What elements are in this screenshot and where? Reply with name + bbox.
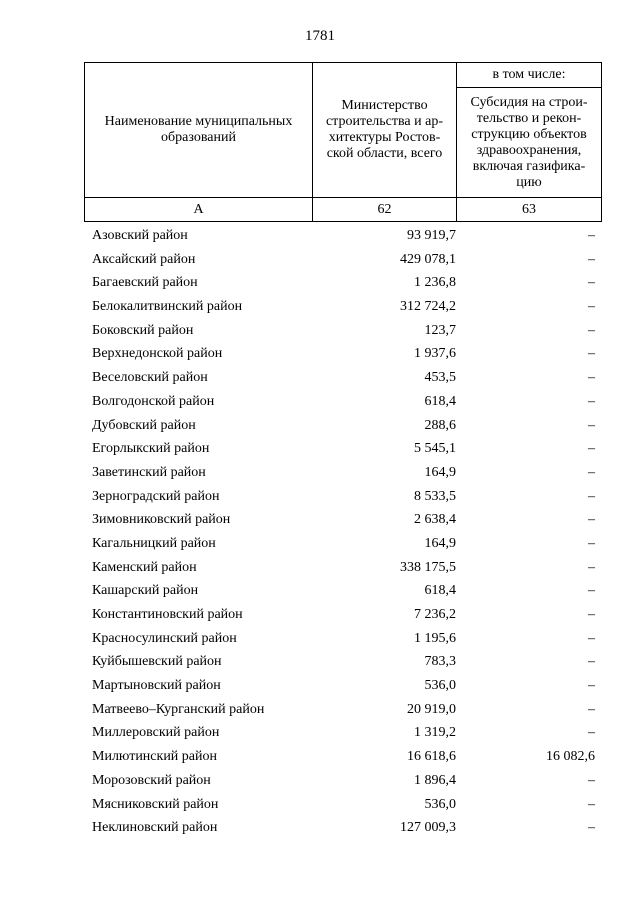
row-value-62: 1 937,6 [414,346,456,362]
table-row [84,556,601,580]
row-value-63: – [588,607,595,622]
row-name: Красносулинский район [92,630,237,646]
row-value-63: – [588,299,595,315]
row-name: Миллеровский район [92,725,220,741]
table-row [84,342,601,366]
row-value-62: 164,9 [424,464,456,480]
row-value-63: – [588,512,595,528]
row-value-62: 453,5 [424,370,456,386]
table-body [84,224,601,840]
row-value-62: 338 175,5 [400,559,456,575]
table-row [84,603,601,627]
row-name: Мартыновский район [92,678,221,694]
row-value-63: – [588,417,595,433]
table-row [84,698,601,722]
row-value-62: 16 618,6 [407,749,456,765]
header-ministry-column: Министерство строительства и ар- хитектуры Ростов- ской области, всего [313,63,457,198]
table-row [84,248,601,272]
row-name: Веселовский район [92,370,208,386]
row-name: Зимовниковский район [92,512,231,528]
table-row [84,508,601,532]
table-row [84,414,601,438]
table-row [84,532,601,556]
table-row [84,650,601,674]
row-name: Мясниковский район [92,796,219,812]
header-index-62: 62 [313,198,457,222]
row-value-62: 7 236,2 [414,607,456,622]
row-value-63: – [588,535,595,551]
row-value-63: – [588,275,595,291]
row-value-63: – [588,583,595,599]
table-row [84,745,601,769]
row-value-62: 20 919,0 [407,701,456,717]
row-value-62: 312 724,2 [400,299,456,315]
row-value-63: – [588,820,595,836]
row-name: Каменский район [92,559,197,575]
row-name: Азовский район [92,228,188,243]
row-value-62: 429 078,1 [400,251,456,267]
row-value-63: – [588,441,595,457]
header-index-a: А [85,198,313,222]
row-value-62: 1 896,4 [414,772,456,788]
row-value-63: – [588,370,595,386]
row-value-62: 618,4 [424,583,456,599]
row-name: Аксайский район [92,251,196,267]
header-name-column: Наименование муниципальных образований [85,63,313,198]
table-row [84,390,601,414]
row-value-63: – [588,630,595,646]
row-name: Заветинский район [92,464,206,480]
row-value-62: 8 533,5 [414,488,456,504]
row-value-63: – [588,393,595,409]
row-name: Зерноградский район [92,488,220,504]
row-value-62: 164,9 [424,535,456,551]
row-value-62: 536,0 [424,796,456,812]
table-row [84,674,601,698]
table-header [84,62,602,222]
page-number: 1781 [305,28,335,44]
row-value-62: 288,6 [424,417,456,433]
header-group-label: в том числе: [457,63,602,88]
row-value-62: 5 545,1 [414,441,456,457]
row-name: Волгодонской район [92,393,215,409]
row-name: Неклиновский район [92,820,218,836]
row-value-63: – [588,251,595,267]
row-value-62: 1 236,8 [414,275,456,291]
table-row [84,461,601,485]
row-value-62: 123,7 [424,322,456,338]
row-value-63: – [588,559,595,575]
row-value-62: 1 319,2 [414,725,456,741]
table-row [84,579,601,603]
row-value-63: – [588,346,595,362]
row-name: Дубовский район [92,417,196,433]
row-value-63: – [588,796,595,812]
row-value-63: – [588,772,595,788]
table-row [84,437,601,461]
row-name: Багаевский район [92,275,198,291]
row-name: Боковский район [92,322,194,338]
row-value-63: – [588,322,595,338]
row-value-62: 93 919,7 [407,228,456,243]
row-name: Куйбышевский район [92,654,222,670]
table-row [84,224,601,248]
row-name: Матвеево–Курганский район [92,701,265,717]
row-value-62: 1 195,6 [414,630,456,646]
header-subsidy-column: Субсидия на строи- тельство и рекон- струкцию объектов здравоохранения, включая газифика- цию [457,88,602,198]
row-name: Кашарский район [92,583,199,599]
table-row [84,793,601,817]
table-row [84,627,601,651]
table-row [84,769,601,793]
row-value-62: 618,4 [424,393,456,409]
row-name: Егорлыкский район [92,441,210,457]
row-value-62: 127 009,3 [400,820,456,836]
row-name: Кагальницкий район [92,535,216,551]
row-value-63: – [588,725,595,741]
row-value-62: 2 638,4 [414,512,456,528]
table-row [84,366,601,390]
row-name: Милютинский район [92,749,218,765]
table-row [84,485,601,509]
row-name: Морозовский район [92,772,211,788]
row-name: Константиновский район [92,607,243,622]
row-value-63: – [588,701,595,717]
row-value-63: – [588,464,595,480]
row-value-63: 16 082,6 [546,749,595,765]
row-value-62: 783,3 [424,654,456,670]
table-row [84,721,601,745]
row-value-62: 536,0 [424,678,456,694]
table-row [84,816,601,840]
row-name: Верхнедонской район [92,346,223,362]
table-row [84,271,601,295]
table-row [84,295,601,319]
table-row [84,319,601,343]
header-index-63: 63 [457,198,602,222]
row-value-63: – [588,228,595,243]
row-value-63: – [588,678,595,694]
row-value-63: – [588,654,595,670]
row-name: Белокалитвинский район [92,299,243,315]
row-value-63: – [588,488,595,504]
